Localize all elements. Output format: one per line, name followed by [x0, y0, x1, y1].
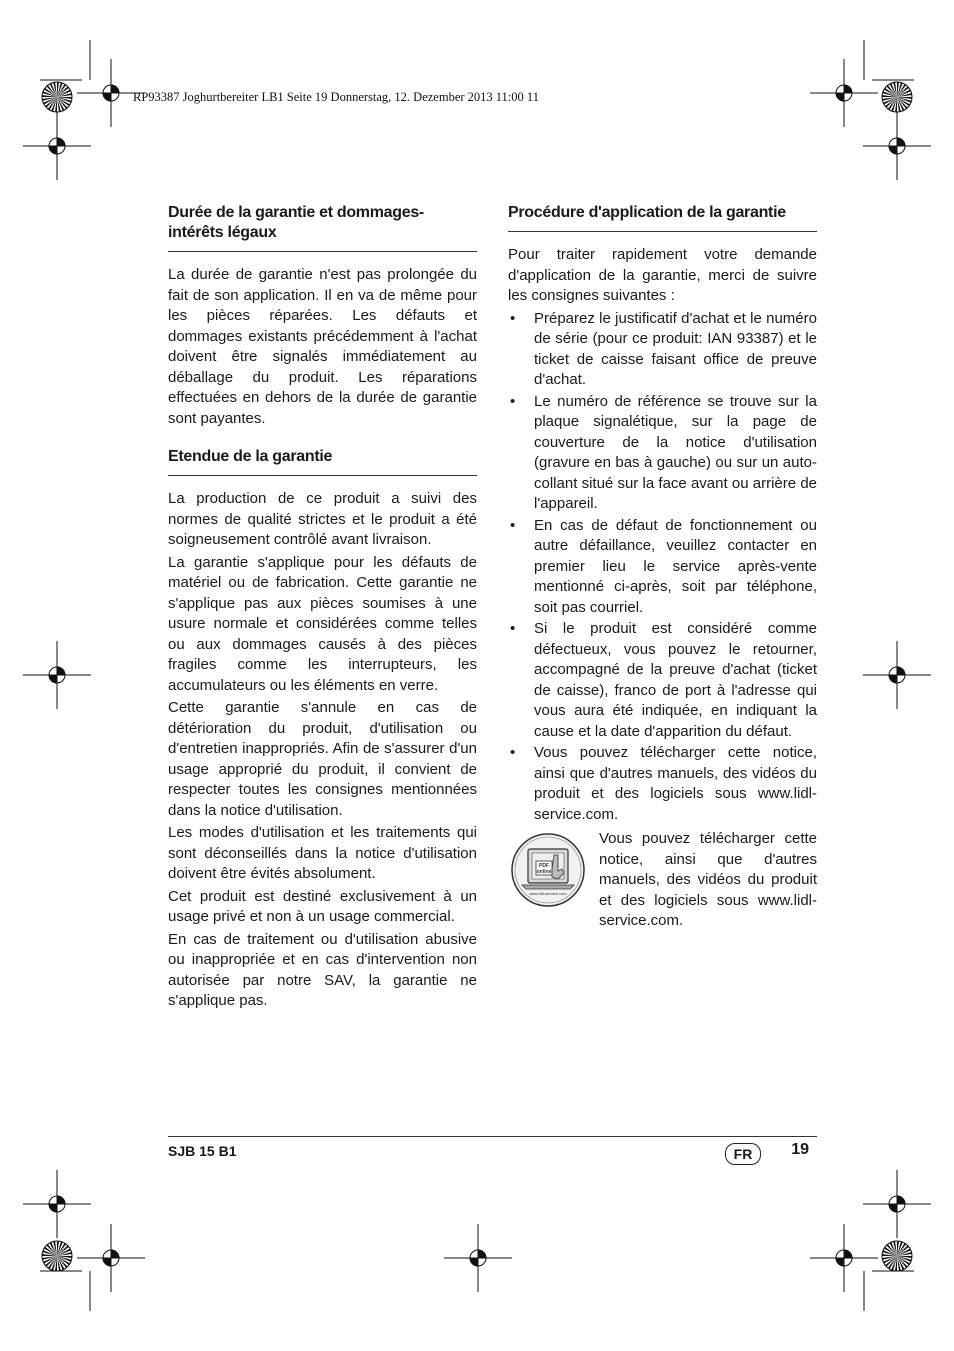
paragraph: Cette garantie s'annule en cas de détérioration du produit, d'utilisation ou d'entretien inappropriés. Afin de s'assurer d'un usage approprié du produit, il convient de respecter toutes les consignes mentionnées dans la notice d'utilisation.: [168, 699, 477, 819]
list-item: [508, 516, 817, 619]
list-item-text: Le numéro de référence se trouve sur la plaque signalétique, sur la page de couverture de la notice d'utilisation (gravure en bas à gauche) ou sur un auto-collant situé sur la face avant ou arrière de l'appareil.: [534, 392, 817, 512]
list-item-text: En cas de défaut de fonctionnement ou autre défaillance, veuillez contacter en premier lieu le service après-vente mentionné ci-après, soit par téléphone, soit pas courriel.: [534, 516, 817, 616]
procedure-list: [508, 309, 817, 826]
crosshair-target-icon: [444, 1224, 512, 1292]
paragraph: En cas de traitement ou d'utilisation abusive ou inappropriée et en cas d'intervention non autorisée par notre SAV, la garantie ne s'applique pas.: [168, 930, 477, 1009]
crosshair-target-icon: [23, 641, 91, 709]
pdf-online-badge-icon: [510, 831, 586, 909]
right-column: [508, 199, 817, 929]
list-item-text: Vous pouvez télécharger cette notice, ainsi que d'autres manuels, des vidéos du produit et des logiciels sous www.lidl-service.com.: [534, 744, 817, 823]
crosshair-target-icon: [863, 112, 931, 180]
paragraph: La production de ce produit a suivi des normes de qualité strictes et le produit a été soigneusement contrôlé avant livraison.: [168, 490, 477, 548]
paragraph: Les modes d'utilisation et les traitements qui sont déconseillés dans la notice d'utilisation doivent être évités absolument.: [168, 824, 477, 882]
list-item: [508, 309, 817, 391]
paragraph: La durée de garantie n'est pas prolongée du fait de son application. Il en va de même pour les pièces réparées. Les défauts et dommages existants précédemment à l'achat doivent être signalés immédiatement au déballage du produit. Les réparations effectuées en dehors de la durée de garantie sont payantes.: [168, 266, 477, 427]
starburst-icon: [882, 1241, 912, 1271]
starburst-icon: [42, 82, 72, 112]
badge-pdf-label: PDF: [539, 863, 549, 869]
paragraph: Cet produit est destiné exclusivement à un usage privé et non à un usage commercial.: [168, 887, 477, 925]
badge-url-label: www.lidl-service.com: [529, 891, 567, 896]
bullet-icon: •: [510, 309, 516, 327]
intro-paragraph: Pour traiter rapidement votre demande d'application de la garantie, merci de suivre les consignes suivantes :: [508, 246, 817, 304]
list-item: [508, 743, 817, 825]
list-item-text: Si le produit est considéré comme défectueux, vous pouvez le retourner, accompagné de la preuve d'achat (ticket de caisse), franco de port à l'adresse qui vous aura été indiquée, en indiquant la cause et la date d'apparition du défaut.: [534, 620, 817, 740]
page-footer: [168, 1136, 817, 1162]
bullet-icon: •: [510, 392, 516, 410]
section-warranty-procedure: [508, 199, 817, 929]
list-item: [508, 619, 817, 742]
crosshair-target-icon: [23, 1170, 91, 1238]
crosshair-target-icon: [810, 1224, 878, 1292]
online-info-block: [508, 829, 817, 929]
crosshair-target-icon: [863, 641, 931, 709]
list-item: [508, 392, 817, 515]
bullet-icon: •: [510, 620, 516, 637]
crosshair-target-icon: [810, 59, 878, 127]
section-warranty-scope: [168, 443, 477, 1012]
section-title: Etendue de la garantie: [168, 443, 477, 476]
crosshair-target-icon: [23, 112, 91, 180]
starburst-icon: [42, 1241, 72, 1271]
crosshair-target-icon: [863, 1170, 931, 1238]
page-number: 19: [791, 1141, 809, 1158]
model-number: SJB 15 B1: [168, 1143, 237, 1159]
list-item-text: Préparez le justificatif d'achat et le numéro de série (pour ce produit: IAN 93387) et le ticket de caisse faisant office de preuve d'achat.: [534, 309, 817, 388]
section-title: Procédure d'application de la garantie: [508, 199, 817, 232]
section-warranty-duration: [168, 199, 477, 429]
bullet-icon: •: [510, 516, 516, 534]
language-badge: FR: [725, 1143, 761, 1165]
badge-online-label: online: [536, 869, 552, 875]
section-title: Durée de la garantie et dommages-intérêts légaux: [168, 199, 477, 252]
online-paragraph: Vous pouvez télécharger cette notice, ainsi que d'autres manuels, des vidéos du produit et des logiciels sous www.lidl-service.com.: [599, 830, 817, 929]
paragraph: La garantie s'applique pour les défauts de matériel ou de fabrication. Cette garantie ne s'applique pas aux pièces soumises à une usure normale et considérées comme telles ou aux dommages causés à des pièces fragiles comme les interrupteurs, les accumulateurs ou les éléments en verre.: [168, 553, 477, 694]
print-slug: RP93387 Joghurtbereiter LB1 Seite 19 Donnerstag, 12. Dezember 2013 11:00 11: [133, 90, 539, 104]
left-column: [168, 199, 477, 1012]
starburst-icon: [882, 82, 912, 112]
bullet-icon: •: [510, 744, 516, 761]
crosshair-target-icon: [77, 1224, 145, 1292]
